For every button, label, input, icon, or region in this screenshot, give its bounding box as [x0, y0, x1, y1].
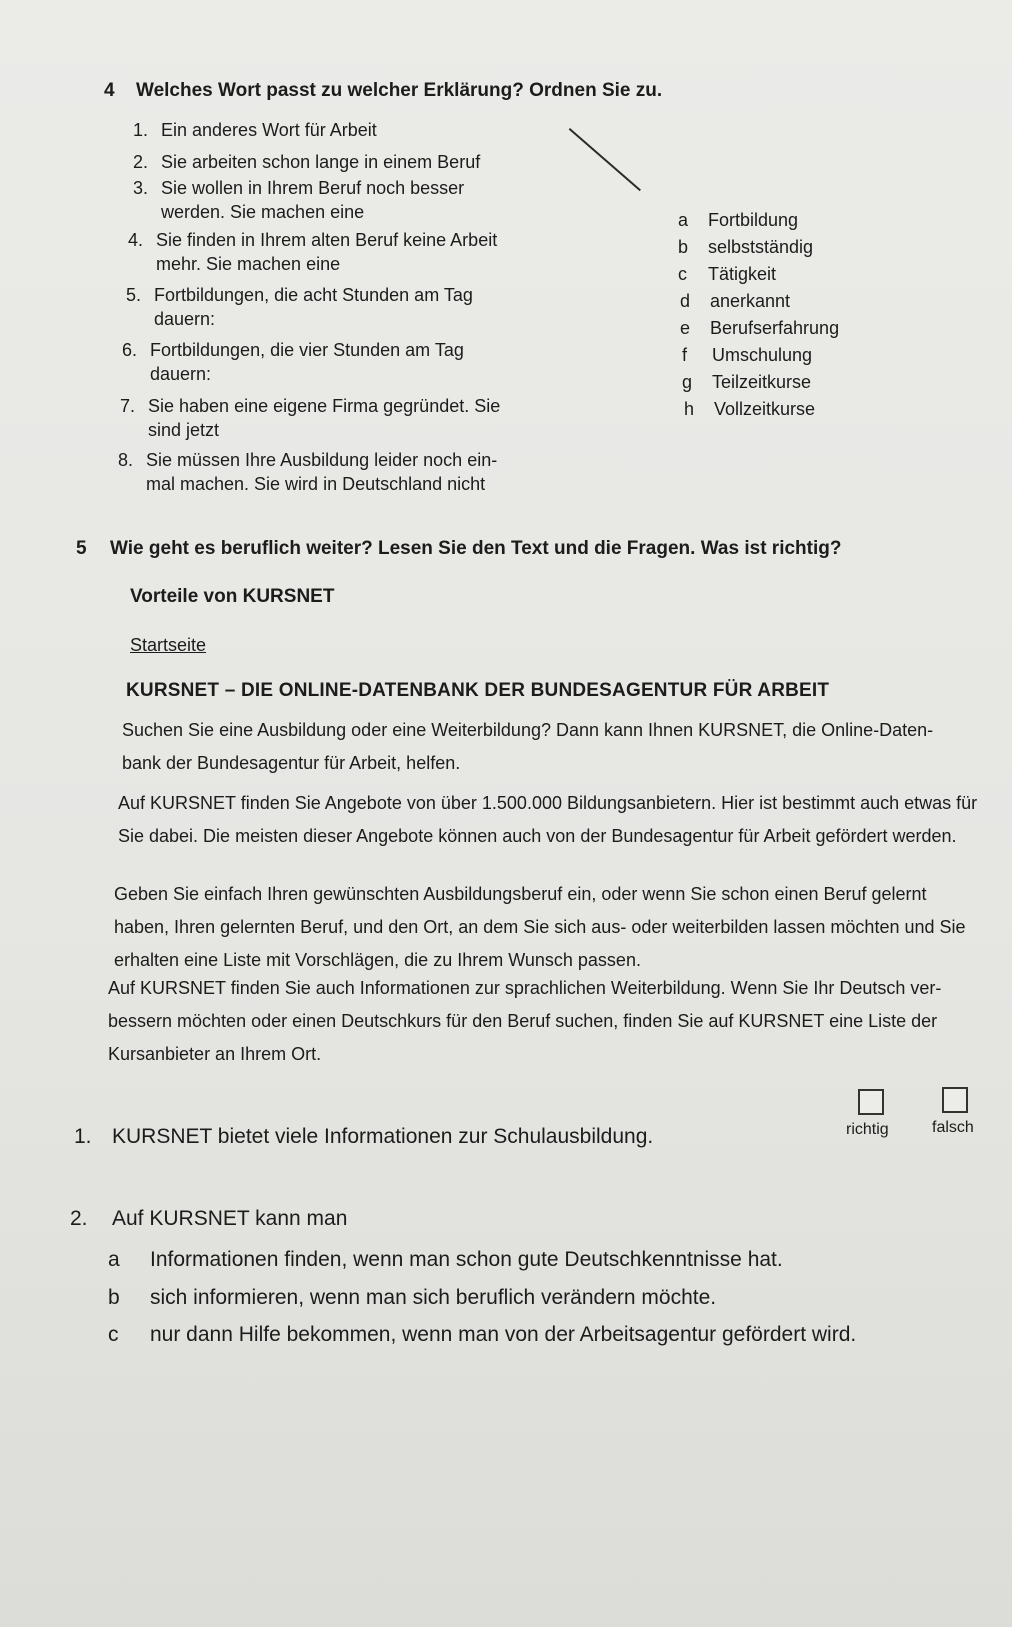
ex4-option-g: g Teilzeitkurse: [682, 372, 812, 392]
article-headline: KURSNET – DIE ONLINE-DATENBANK DER BUNDESAGENTUR FÜR ARBEIT: [126, 680, 830, 701]
ex4-item-7: 7. Sie haben eine eigene Firma gegründet. Sie sind jetzt: [120, 396, 501, 440]
ex4-item-2: 2. Sie arbeiten schon lange in einem Beruf: [133, 152, 481, 172]
exercise-4-number: 4: [104, 80, 115, 101]
question-2: 2. Auf KURSNET kann man: [70, 1207, 348, 1230]
ex4-item-8: 8. Sie müssen Ihre Ausbildung leider noch ein- mal machen. Sie wird in Deutschland nicht: [118, 450, 498, 494]
question-1: 1. KURSNET bietet viele Informationen zur Schulausbildung.: [74, 1125, 654, 1148]
falsch-checkbox[interactable]: [942, 1087, 968, 1113]
richtig-checkbox[interactable]: [858, 1089, 884, 1115]
ex4-option-a: a Fortbildung: [678, 210, 799, 230]
ex4-item-3: 3. Sie wollen in Ihrem Beruf noch besser werden. Sie machen eine: [133, 178, 465, 222]
ex4-item-1: 1. Ein anderes Wort für Arbeit: [133, 120, 377, 140]
exercise-5-heading: 5 Wie geht es beruflich weiter? Lesen Sie den Text und die Fragen. Was ist richtig?: [76, 538, 842, 559]
ex4-option-f: f Umschulung: [682, 345, 813, 365]
article-paragraph-4: Auf KURSNET finden Sie auch Informationen zur sprachlichen Weiterbildung. Wenn Sie Ihr Deutsch ver-bessern möchten oder einen Deutschkurs für den Beruf suchen, finden Sie auf KURSNET eine Liste der Kursanbieter an Ihrem Ort.: [108, 978, 942, 1064]
ex4-item-4: 4. Sie finden in Ihrem alten Beruf keine Arbeit mehr. Sie machen eine: [128, 230, 498, 274]
example-connector-line: [569, 128, 641, 191]
question-2-option-c[interactable]: c nur dann Hilfe bekommen, wenn man von der Arbeitsagentur gefördert wird.: [108, 1323, 857, 1346]
ex4-option-b: b selbstständig: [678, 237, 814, 257]
ex4-item-5: 5. Fortbildungen, die acht Stunden am Tag dauern:: [126, 285, 473, 329]
ex4-option-c: c Tätigkeit: [678, 264, 777, 284]
question-2-option-a[interactable]: a Informationen finden, wenn man schon gute Deutschkenntnisse hat.: [108, 1248, 783, 1271]
richtig-label: richtig: [846, 1121, 889, 1138]
exercise-4-title: Welches Wort passt zu welcher Erklärung? Ordnen Sie zu.: [136, 80, 663, 101]
ex4-option-h: h Vollzeitkurse: [684, 399, 816, 419]
question-2-option-b[interactable]: b sich informieren, wenn man sich beruflich verändern möchte.: [108, 1286, 717, 1309]
ex4-option-d: d anerkannt: [680, 291, 791, 311]
article-paragraph-1: Suchen Sie eine Ausbildung oder eine Weiterbildung? Dann kann Ihnen KURSNET, die Online-Daten-bank der Bundesagentur für Arbeit, helfen.: [122, 720, 934, 773]
site-title: Vorteile von KURSNET: [130, 586, 335, 607]
article-paragraph-2: Auf KURSNET finden Sie Angebote von über 1.500.000 Bildungsanbietern. Hier ist bestimmt auch etwas für Sie dabei. Die meisten dieser Angebote können auch von der Bundesagentur für Arbeit gefördert werden.: [118, 793, 978, 846]
startseite-link[interactable]: Startseite: [130, 635, 207, 655]
ex4-option-e: e Berufserfahrung: [680, 318, 840, 338]
article-paragraph-3: Geben Sie einfach Ihren gewünschten Ausbildungsberuf ein, oder wenn Sie schon einen Beruf gelernt haben, Ihren gelernten Beruf, und den Ort, an dem Sie sich aus- oder weiterbilden lassen möchten und Sie erhalten eine Liste mit Vorschlägen, die zu Ihrem Wunsch passen.: [114, 884, 966, 970]
falsch-label: falsch: [932, 1119, 974, 1136]
ex4-item-6: 6. Fortbildungen, die vier Stunden am Tag dauern:: [122, 340, 464, 384]
